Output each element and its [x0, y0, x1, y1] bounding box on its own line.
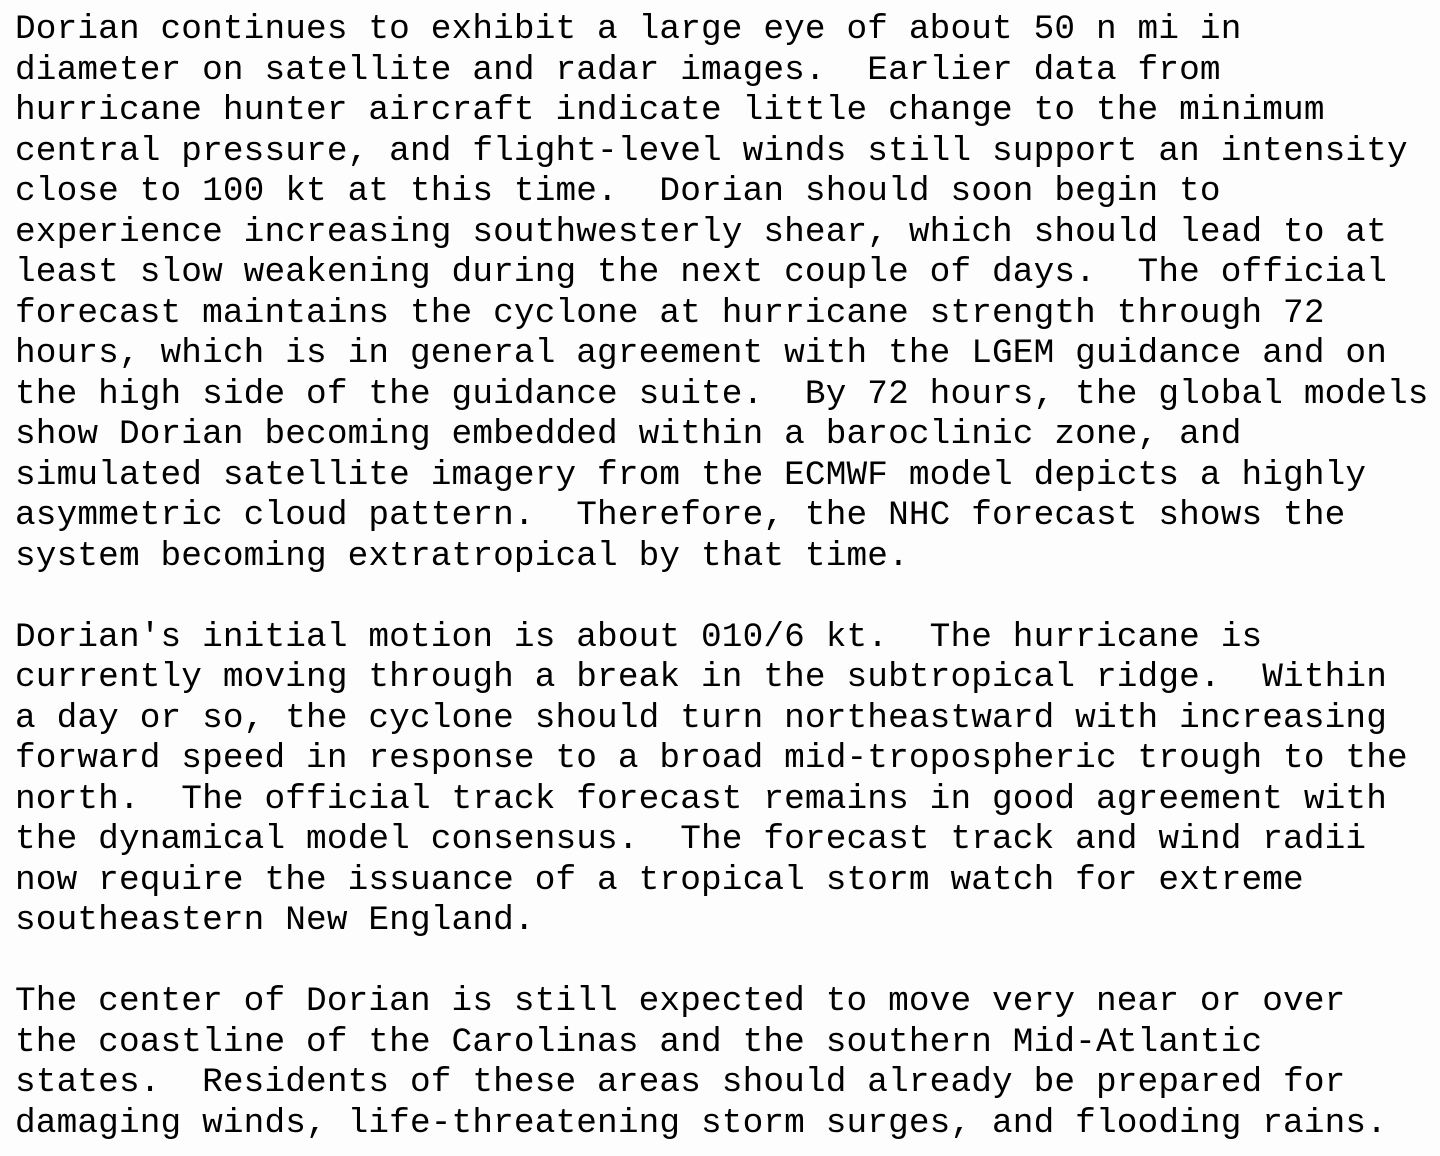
text-line: forward speed in response to a broad mid-tropospheric trough to the — [15, 739, 1408, 778]
text-line: show Dorian becoming embedded within a baroclinic zone, and — [15, 415, 1242, 454]
text-line: close to 100 kt at this time. Dorian should soon begin to — [15, 172, 1221, 211]
text-line: Dorian continues to exhibit a large eye of about 50 n mi in — [15, 10, 1242, 49]
text-line: now require the issuance of a tropical storm watch for extreme — [15, 860, 1304, 900]
text-line: states. Residents of these areas should already be prepared for — [15, 1063, 1346, 1102]
paragraph-intensity — [15, 10, 1435, 577]
text-line: forecast maintains the cyclone at hurricane strength through 72 — [15, 293, 1325, 333]
text-line: Dorian's initial motion is about 010/6 kt. The hurricane is — [15, 617, 1263, 657]
text-line: The center of Dorian is still expected to move very near or over — [15, 982, 1346, 1021]
text-line: system becoming extratropical by that time. — [15, 536, 909, 576]
paragraph-hazards — [15, 982, 1435, 1144]
text-line: simulated satellite imagery from the ECMWF model depicts a highly — [15, 455, 1367, 495]
text-line: currently moving through a break in the subtropical ridge. Within — [15, 658, 1387, 697]
text-line: experience increasing southwesterly shear, which should lead to at — [15, 212, 1387, 252]
text-line: least slow weakening during the next couple of days. The official — [15, 253, 1387, 292]
text-line: north. The official track forecast remains in good agreement with — [15, 779, 1387, 819]
text-line: a day or so, the cyclone should turn northeastward with increasing — [15, 698, 1387, 738]
text-line: hours, which is in general agreement with the LGEM guidance and on — [15, 334, 1387, 373]
text-line: damaging winds, life-threatening storm surges, and flooding rains. — [15, 1103, 1387, 1143]
text-line: the coastline of the Carolinas and the southern Mid-Atlantic — [15, 1022, 1263, 1062]
paragraph-spacer — [15, 942, 1435, 983]
text-line: central pressure, and flight-level winds still support an intensity — [15, 131, 1408, 171]
forecast-discussion-text — [15, 10, 1435, 1144]
paragraph-motion — [15, 618, 1435, 942]
paragraph-spacer — [15, 577, 1435, 618]
text-line: the dynamical model consensus. The forecast track and wind radii — [15, 820, 1367, 859]
text-line: southeastern New England. — [15, 901, 535, 940]
text-line: hurricane hunter aircraft indicate little change to the minimum — [15, 91, 1325, 130]
text-line: asymmetric cloud pattern. Therefore, the NHC forecast shows the — [15, 496, 1346, 535]
text-line: diameter on satellite and radar images. Earlier data from — [15, 50, 1221, 90]
text-line: the high side of the guidance suite. By 72 hours, the global models — [15, 374, 1429, 414]
